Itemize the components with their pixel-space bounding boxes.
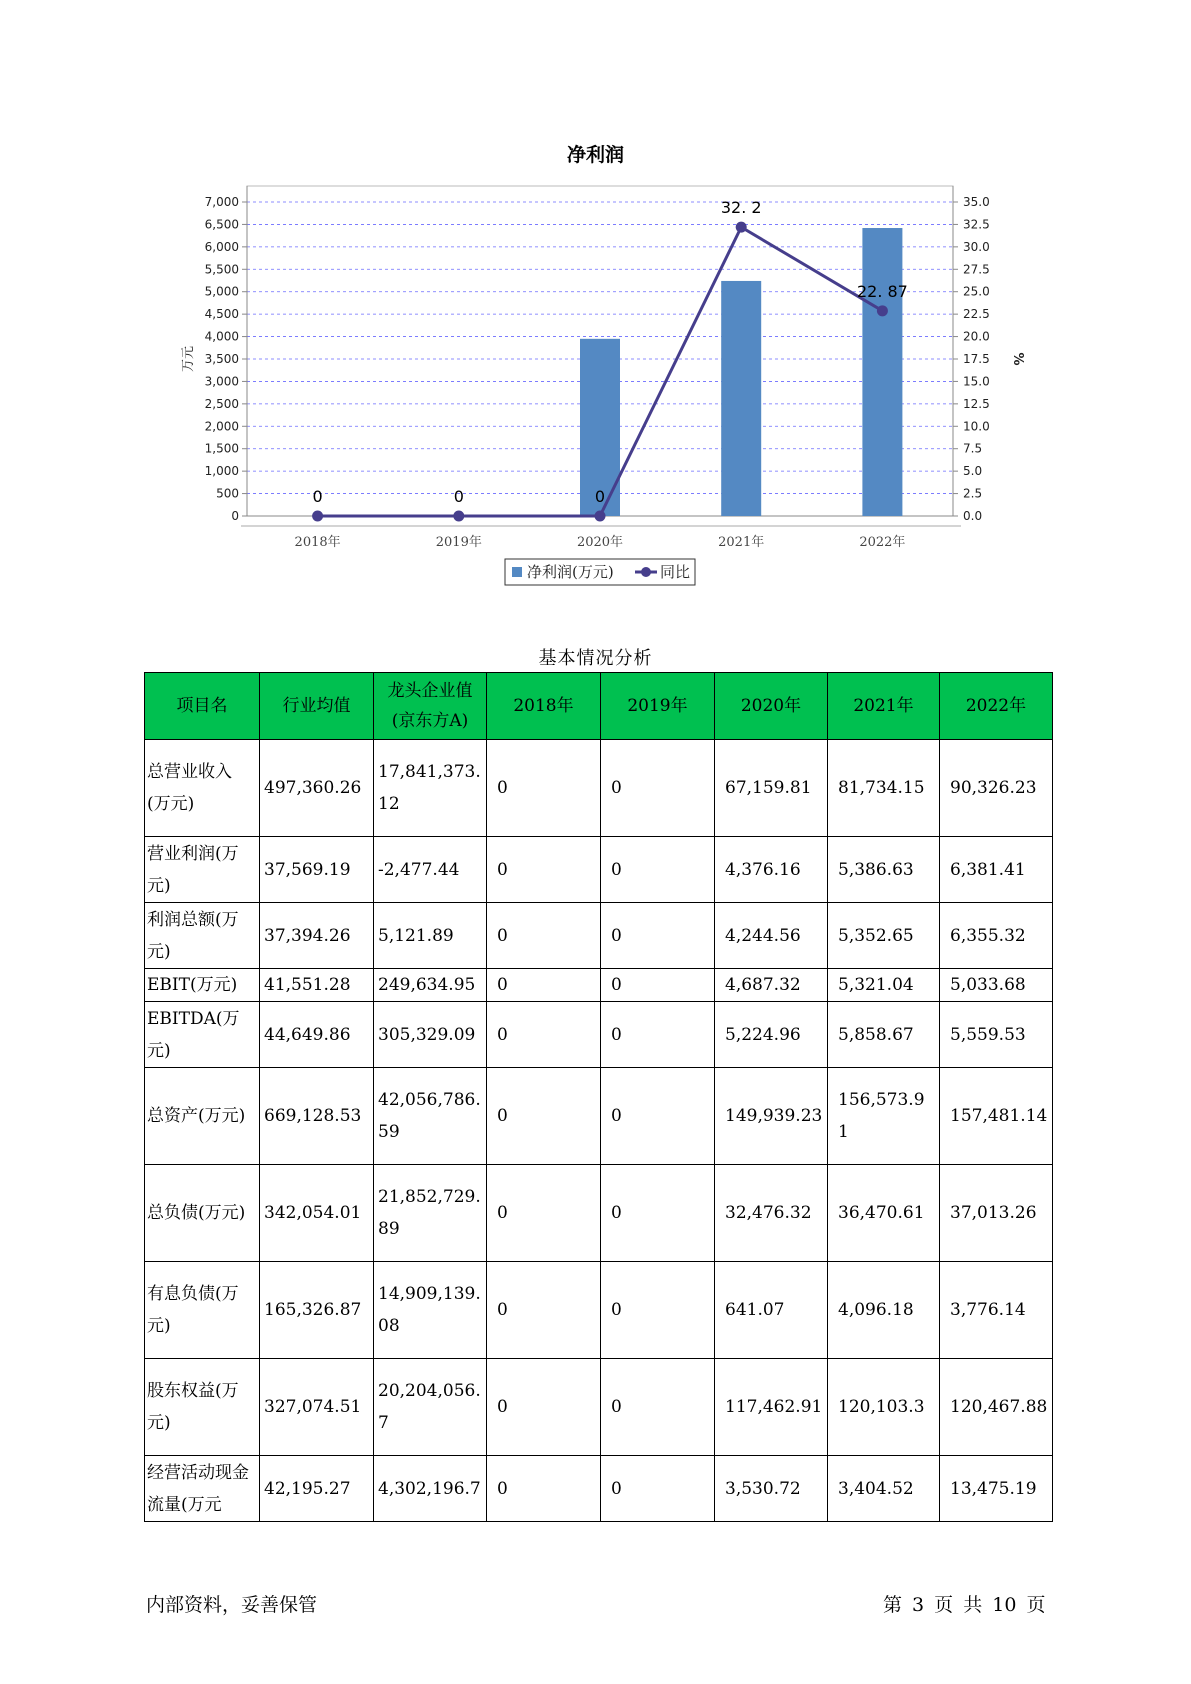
table-cell: 5,321.04: [828, 969, 940, 1002]
row-item-name: 利润总额(万元): [145, 903, 260, 969]
right-tick-label: 22.5: [963, 307, 990, 322]
table-cell: 0: [601, 1456, 715, 1522]
table-cell: 249,634.95: [374, 969, 487, 1002]
table-cell: 5,352.65: [828, 903, 940, 969]
table-cell: 14,909,139.08: [374, 1262, 487, 1359]
row-item-name: 经营活动现金流量(万元: [145, 1456, 260, 1522]
table-cell: 37,013.26: [940, 1165, 1053, 1262]
right-tick-label: 5.0: [963, 464, 983, 479]
table-cell: 5,386.63: [828, 837, 940, 903]
table-cell: 0: [487, 1165, 601, 1262]
table-cell: 342,054.01: [260, 1165, 374, 1262]
row-item-name: 总资产(万元): [145, 1068, 260, 1165]
table-row: [145, 1456, 1053, 1522]
table-row: [145, 1262, 1053, 1359]
table-cell: 4,244.56: [715, 903, 828, 969]
table-cell: 0: [487, 903, 601, 969]
table-cell: 4,096.18: [828, 1262, 940, 1359]
table-cell: 36,470.61: [828, 1165, 940, 1262]
table-row: [145, 903, 1053, 969]
table-cell: 120,467.88: [940, 1359, 1053, 1456]
table-cell: 5,858.67: [828, 1002, 940, 1068]
table-header-row: [145, 673, 1053, 740]
yoy-point: [453, 511, 464, 522]
right-tick-label: 0.0: [963, 509, 983, 523]
table-cell: 3,404.52: [828, 1456, 940, 1522]
row-item-name: 营业利润(万元): [145, 837, 260, 903]
table-cell: 41,551.28: [260, 969, 374, 1002]
legend-line-label: 同比: [660, 563, 691, 581]
table-cell: 0: [601, 1359, 715, 1456]
left-tick-label: 500: [216, 486, 239, 501]
right-tick-label: 35.0: [963, 195, 990, 209]
table-row: [145, 837, 1053, 903]
table-row: [145, 740, 1053, 837]
footer-page-number: 第 3 页 共 10 页: [883, 1594, 1046, 1616]
table-cell: 149,939.23: [715, 1068, 828, 1165]
row-item-name: EBIT(万元): [145, 969, 260, 1002]
left-tick-label: 5,000: [204, 284, 239, 299]
right-tick-label: 25.0: [963, 284, 990, 299]
chart-legend: [505, 559, 695, 585]
legend-line-marker: [641, 567, 651, 577]
x-tick-label: 2019年: [435, 535, 482, 550]
left-tick-label: 1,000: [204, 464, 239, 479]
x-tick-label: 2022年: [859, 535, 906, 550]
yoy-data-label: 0: [312, 487, 323, 506]
left-tick-label: 2,000: [204, 419, 239, 434]
left-tick-label: 4,000: [204, 329, 239, 344]
right-axis-title: %: [1010, 352, 1025, 366]
table-cell: 0: [601, 903, 715, 969]
table-cell: -2,477.44: [374, 837, 487, 903]
row-item-name: EBITDA(万元): [145, 1002, 260, 1068]
table-cell: 0: [487, 969, 601, 1002]
table-cell: 90,326.23: [940, 740, 1053, 837]
legend-bar-label: 净利润(万元): [527, 563, 614, 581]
left-tick-label: 1,500: [204, 441, 239, 456]
left-tick-label: 6,000: [204, 239, 239, 254]
table-cell: 305,329.09: [374, 1002, 487, 1068]
table-cell: 5,033.68: [940, 969, 1053, 1002]
x-tick-label: 2018年: [294, 535, 341, 550]
row-item-name: 总营业收入(万元): [145, 740, 260, 837]
table-cell: 0: [487, 1359, 601, 1456]
yoy-data-label: 0: [453, 487, 464, 506]
table-cell: 37,569.19: [260, 837, 374, 903]
right-tick-label: 27.5: [963, 262, 990, 277]
table-cell: 4,302,196.7: [374, 1456, 487, 1522]
right-tick-label: 10.0: [963, 419, 990, 434]
table-cell: 0: [601, 1165, 715, 1262]
table-row: [145, 1165, 1053, 1262]
table-cell: 327,074.51: [260, 1359, 374, 1456]
left-tick-label: 3,500: [204, 352, 239, 366]
header-2018: 2018年: [487, 673, 601, 740]
right-tick-label: 7.5: [963, 441, 983, 456]
table-cell: 5,559.53: [940, 1002, 1053, 1068]
table-cell: 0: [601, 837, 715, 903]
table-cell: 641.07: [715, 1262, 828, 1359]
right-tick-label: 30.0: [963, 239, 990, 254]
chart-title: 净利润: [566, 144, 624, 166]
table-cell: 165,326.87: [260, 1262, 374, 1359]
row-item-name: 有息负债(万元): [145, 1262, 260, 1359]
yoy-point: [312, 511, 323, 522]
table-cell: 0: [487, 1456, 601, 1522]
header-item-name: 项目名: [145, 673, 260, 740]
bar: [721, 281, 761, 516]
x-tick-label: 2020年: [576, 535, 624, 550]
table-cell: 0: [487, 1002, 601, 1068]
table-cell: 37,394.26: [260, 903, 374, 969]
header-leader-value: 龙头企业值(京东方A): [374, 673, 487, 740]
table-row: [145, 1002, 1053, 1068]
yoy-data-label: 32. 2: [720, 198, 762, 218]
yoy-data-label: 22. 87: [856, 281, 908, 301]
table-cell: 156,573.91: [828, 1068, 940, 1165]
table-row: [145, 969, 1053, 1002]
table-row: [145, 1068, 1053, 1165]
left-tick-label: 5,500: [204, 262, 239, 277]
table-cell: 21,852,729.89: [374, 1165, 487, 1262]
row-item-name: 股东权益(万元): [145, 1359, 260, 1456]
table-row: [145, 1359, 1053, 1456]
table-cell: 120,103.3: [828, 1359, 940, 1456]
left-tick-label: 2,500: [204, 396, 239, 411]
net-profit-chart: [0, 0, 1191, 600]
table-cell: 3,776.14: [940, 1262, 1053, 1359]
table-cell: 0: [487, 1068, 601, 1165]
header-industry-average: 行业均值: [260, 673, 374, 740]
table-cell: 6,355.32: [940, 903, 1053, 969]
right-tick-label: 17.5: [963, 352, 990, 366]
right-tick-label: 12.5: [963, 396, 990, 411]
header-2020: 2020年: [715, 673, 828, 740]
table-caption: 基本情况分析: [538, 648, 653, 669]
table-cell: 0: [487, 837, 601, 903]
table-cell: 0: [487, 740, 601, 837]
legend-bar-swatch: [512, 567, 522, 577]
table-cell: 0: [601, 740, 715, 837]
left-tick-label: 7,000: [204, 195, 239, 209]
footer-confidential-note: 内部资料，妥善保管: [146, 1594, 318, 1616]
table-cell: 81,734.15: [828, 740, 940, 837]
right-tick-label: 20.0: [963, 329, 990, 344]
table-cell: 0: [601, 969, 715, 1002]
right-tick-label: 32.5: [963, 217, 990, 232]
table-cell: 0: [601, 1002, 715, 1068]
left-tick-label: 4,500: [204, 307, 239, 322]
left-tick-label: 3,000: [204, 374, 239, 389]
chart-bars: [580, 228, 902, 516]
table-cell: 44,649.86: [260, 1002, 374, 1068]
yoy-data-label: 0: [594, 487, 606, 506]
x-tick-label: 2021年: [718, 535, 765, 550]
table-cell: 20,204,056.7: [374, 1359, 487, 1456]
table-cell: 4,687.32: [715, 969, 828, 1002]
table-cell: 17,841,373.12: [374, 740, 487, 837]
yoy-point: [877, 305, 888, 316]
table-cell: 6,381.41: [940, 837, 1053, 903]
header-2022: 2022年: [940, 673, 1053, 740]
table-cell: 5,224.96: [715, 1002, 828, 1068]
table-cell: 0: [601, 1068, 715, 1165]
table-cell: 157,481.14: [940, 1068, 1053, 1165]
header-2019: 2019年: [601, 673, 715, 740]
right-tick-label: 2.5: [963, 486, 983, 501]
table-cell: 0: [601, 1262, 715, 1359]
basic-analysis-table: [144, 672, 1053, 1522]
table-cell: 32,476.32: [715, 1165, 828, 1262]
left-tick-label: 6,500: [204, 217, 239, 232]
yoy-point: [736, 222, 747, 233]
table-cell: 42,056,786.59: [374, 1068, 487, 1165]
table-cell: 13,475.19: [940, 1456, 1053, 1522]
row-item-name: 总负债(万元): [145, 1165, 260, 1262]
table-cell: 3,530.72: [715, 1456, 828, 1522]
table-cell: 0: [487, 1262, 601, 1359]
left-axis-title: 万元: [181, 345, 196, 373]
table-cell: 669,128.53: [260, 1068, 374, 1165]
yoy-point: [595, 511, 606, 522]
left-tick-label: 0: [231, 509, 239, 523]
right-tick-label: 15.0: [963, 374, 990, 389]
table-cell: 67,159.81: [715, 740, 828, 837]
table-cell: 497,360.26: [260, 740, 374, 837]
table-cell: 42,195.27: [260, 1456, 374, 1522]
table-cell: 117,462.91: [715, 1359, 828, 1456]
table-cell: 4,376.16: [715, 837, 828, 903]
header-2021: 2021年: [828, 673, 940, 740]
bar: [862, 228, 902, 516]
table-cell: 5,121.89: [374, 903, 487, 969]
